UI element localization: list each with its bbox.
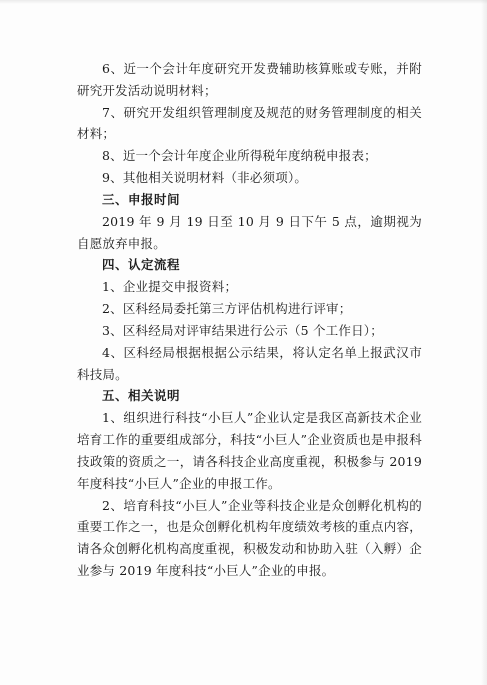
section-heading-notes: 五、相关说明	[102, 388, 181, 404]
page-top-shadow	[0, 0, 487, 4]
procedure-step-2: 2、区科经局委托第三方评估机构进行评审；	[102, 301, 352, 317]
procedure-step-1: 1、企业提交申报资料；	[102, 279, 238, 295]
material-item-6: 6、近一个会计年度研究开发费辅助核算账或专账，并附研究开发活动说明材料；	[77, 61, 422, 98]
section-heading-procedure: 四、认定流程	[102, 257, 181, 273]
document-body	[77, 58, 422, 582]
material-item-8: 8、近一个会计年度企业所得税年度纳税申报表；	[102, 148, 377, 164]
procedure-step-3: 3、区科经局对评审结果进行公示（5 个工作日）；	[102, 322, 383, 338]
procedure-step-4: 4、区科经局根据根据公示结果，将认定名单上报武汉市科技局。	[77, 344, 422, 382]
note-1: 1、组织进行科技“小巨人”企业认定是我区高新技术企业培育工作的重要组成部分，科技“小巨人”企业资质也是申报科技政策的资质之一，请各科技企业高度重视，积极参与 2019 年度科技“小巨人”企业的申报工作。	[77, 410, 422, 491]
material-item-7: 7、研究开发组织管理制度及规范的财务管理制度的相关材料；	[77, 104, 422, 142]
section-heading-application-time: 三、申报时间	[102, 191, 181, 207]
note-2: 2、培育科技“小巨人”企业等科技企业是众创孵化机构的重要工作之一，也是众创孵化机构年度绩效考核的重点内容，请各众创孵化机构高度重视，积极发动和协助入驻（入孵）企业参与 2019 年度科技“小巨人”企业的申报。	[77, 497, 422, 578]
material-item-9: 9、其他相关说明材料（非必须项）。	[102, 169, 308, 185]
application-time-text: 2019 年 9 月 19 日至 10 月 9 日下午 5 点，逾期视为自愿放弃申报。	[77, 213, 422, 251]
page-edge-shadow	[481, 0, 487, 685]
